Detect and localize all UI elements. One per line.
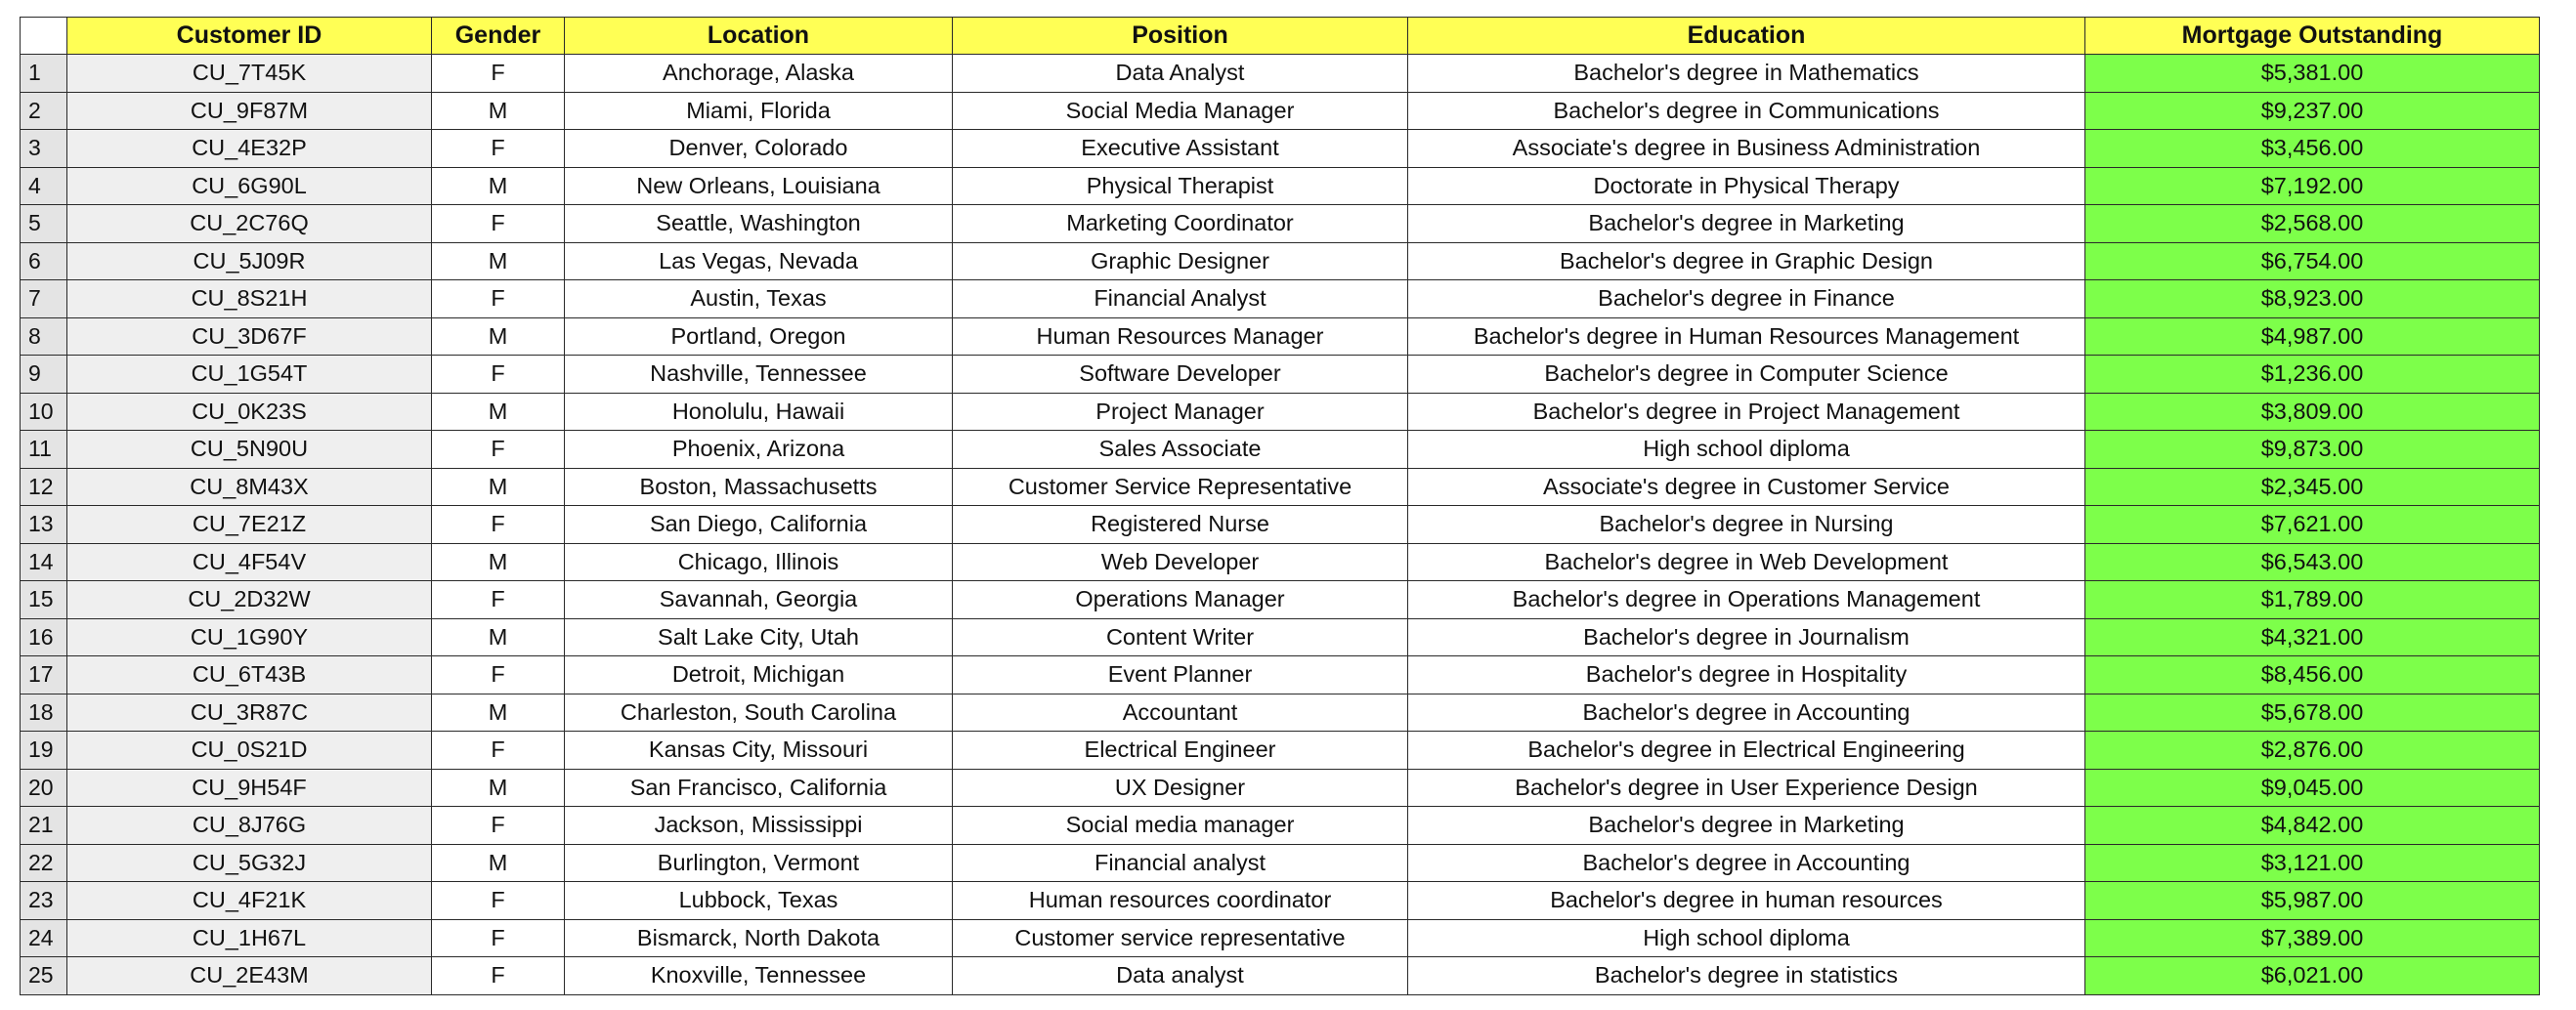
spreadsheet bbox=[20, 17, 2540, 995]
cell-customer-id[interactable]: CU_5G32J bbox=[67, 844, 432, 882]
cell-customer-id[interactable]: CU_7E21Z bbox=[67, 506, 432, 544]
cell-mortgage[interactable]: $1,236.00 bbox=[2085, 356, 2540, 394]
table-row bbox=[21, 242, 2540, 280]
cell-customer-id[interactable]: CU_4E32P bbox=[67, 130, 432, 168]
cell-position[interactable]: Social media manager bbox=[953, 807, 1408, 845]
cell-education[interactable]: Bachelor's degree in Computer Science bbox=[1408, 356, 2085, 394]
cell-position[interactable]: Human resources coordinator bbox=[953, 882, 1408, 920]
cell-gender[interactable]: F bbox=[432, 882, 565, 920]
table-body bbox=[21, 55, 2540, 995]
cell-gender[interactable]: F bbox=[432, 280, 565, 318]
cell-customer-id[interactable]: CU_5N90U bbox=[67, 431, 432, 469]
cell-education[interactable]: Bachelor's degree in Hospitality bbox=[1408, 656, 2085, 694]
cell-education[interactable]: Bachelor's degree in statistics bbox=[1408, 957, 2085, 995]
cell-mortgage[interactable]: $5,678.00 bbox=[2085, 694, 2540, 732]
cell-gender[interactable]: M bbox=[432, 92, 565, 130]
row-number[interactable]: 25 bbox=[21, 957, 67, 995]
cell-position[interactable]: Financial Analyst bbox=[953, 280, 1408, 318]
cell-education[interactable]: Bachelor's degree in Human Resources Management bbox=[1408, 317, 2085, 356]
cell-education[interactable]: Bachelor's degree in Communications bbox=[1408, 92, 2085, 130]
cell-location[interactable]: Miami, Florida bbox=[565, 92, 953, 130]
table-row bbox=[21, 506, 2540, 544]
cell-position[interactable]: Data Analyst bbox=[953, 55, 1408, 93]
cell-customer-id[interactable]: CU_9F87M bbox=[67, 92, 432, 130]
cell-position[interactable]: Electrical Engineer bbox=[953, 732, 1408, 770]
table-row bbox=[21, 55, 2540, 93]
cell-customer-id[interactable]: CU_2C76Q bbox=[67, 205, 432, 243]
table-row bbox=[21, 543, 2540, 581]
cell-mortgage[interactable]: $1,789.00 bbox=[2085, 581, 2540, 619]
cell-mortgage[interactable]: $9,237.00 bbox=[2085, 92, 2540, 130]
cell-mortgage[interactable]: $2,568.00 bbox=[2085, 205, 2540, 243]
row-number[interactable]: 17 bbox=[21, 656, 67, 694]
cell-customer-id[interactable]: CU_8J76G bbox=[67, 807, 432, 845]
cell-position[interactable]: Customer Service Representative bbox=[953, 468, 1408, 506]
cell-mortgage[interactable]: $4,842.00 bbox=[2085, 807, 2540, 845]
cell-position[interactable]: Operations Manager bbox=[953, 581, 1408, 619]
cell-gender[interactable]: F bbox=[432, 807, 565, 845]
cell-gender[interactable]: M bbox=[432, 242, 565, 280]
table-row bbox=[21, 807, 2540, 845]
cell-education[interactable]: Bachelor's degree in Project Management bbox=[1408, 393, 2085, 431]
cell-gender[interactable]: M bbox=[432, 543, 565, 581]
row-number[interactable]: 6 bbox=[21, 242, 67, 280]
cell-location[interactable]: Seattle, Washington bbox=[565, 205, 953, 243]
cell-customer-id[interactable]: CU_4F54V bbox=[67, 543, 432, 581]
cell-gender[interactable]: M bbox=[432, 393, 565, 431]
cell-position[interactable]: Data analyst bbox=[953, 957, 1408, 995]
cell-location[interactable]: Charleston, South Carolina bbox=[565, 694, 953, 732]
cell-customer-id[interactable]: CU_5J09R bbox=[67, 242, 432, 280]
cell-position[interactable]: Event Planner bbox=[953, 656, 1408, 694]
row-number[interactable]: 14 bbox=[21, 543, 67, 581]
cell-location[interactable]: Knoxville, Tennessee bbox=[565, 957, 953, 995]
cell-mortgage[interactable]: $8,456.00 bbox=[2085, 656, 2540, 694]
cell-education[interactable]: Doctorate in Physical Therapy bbox=[1408, 167, 2085, 205]
row-number[interactable]: 15 bbox=[21, 581, 67, 619]
row-number[interactable]: 18 bbox=[21, 694, 67, 732]
cell-location[interactable]: Denver, Colorado bbox=[565, 130, 953, 168]
row-number[interactable]: 13 bbox=[21, 506, 67, 544]
cell-mortgage[interactable]: $3,809.00 bbox=[2085, 393, 2540, 431]
cell-location[interactable]: Honolulu, Hawaii bbox=[565, 393, 953, 431]
cell-position[interactable]: Social Media Manager bbox=[953, 92, 1408, 130]
table-row bbox=[21, 844, 2540, 882]
row-number[interactable]: 5 bbox=[21, 205, 67, 243]
cell-gender[interactable]: M bbox=[432, 844, 565, 882]
row-number[interactable]: 20 bbox=[21, 769, 67, 807]
cell-education[interactable]: Bachelor's degree in Accounting bbox=[1408, 694, 2085, 732]
cell-gender[interactable]: F bbox=[432, 130, 565, 168]
cell-education[interactable]: Associate's degree in Business Administration bbox=[1408, 130, 2085, 168]
cell-mortgage[interactable]: $7,621.00 bbox=[2085, 506, 2540, 544]
cell-mortgage[interactable]: $8,923.00 bbox=[2085, 280, 2540, 318]
cell-location[interactable]: Las Vegas, Nevada bbox=[565, 242, 953, 280]
cell-position[interactable]: Marketing Coordinator bbox=[953, 205, 1408, 243]
table-row bbox=[21, 205, 2540, 243]
table-row bbox=[21, 581, 2540, 619]
cell-gender[interactable]: F bbox=[432, 957, 565, 995]
row-number[interactable]: 11 bbox=[21, 431, 67, 469]
cell-position[interactable]: Financial analyst bbox=[953, 844, 1408, 882]
cell-location[interactable]: Kansas City, Missouri bbox=[565, 732, 953, 770]
row-number[interactable]: 24 bbox=[21, 919, 67, 957]
table-row bbox=[21, 130, 2540, 168]
cell-mortgage[interactable]: $3,456.00 bbox=[2085, 130, 2540, 168]
table-row bbox=[21, 769, 2540, 807]
cell-position[interactable]: Graphic Designer bbox=[953, 242, 1408, 280]
cell-customer-id[interactable]: CU_2D32W bbox=[67, 581, 432, 619]
cell-mortgage[interactable]: $9,045.00 bbox=[2085, 769, 2540, 807]
header-position[interactable]: Position bbox=[953, 18, 1408, 55]
cell-location[interactable]: Lubbock, Texas bbox=[565, 882, 953, 920]
cell-education[interactable]: Bachelor's degree in human resources bbox=[1408, 882, 2085, 920]
cell-mortgage[interactable]: $2,876.00 bbox=[2085, 732, 2540, 770]
cell-mortgage[interactable]: $7,389.00 bbox=[2085, 919, 2540, 957]
cell-education[interactable]: Bachelor's degree in Graphic Design bbox=[1408, 242, 2085, 280]
cell-mortgage[interactable]: $9,873.00 bbox=[2085, 431, 2540, 469]
table-row bbox=[21, 957, 2540, 995]
cell-customer-id[interactable]: CU_9H54F bbox=[67, 769, 432, 807]
cell-customer-id[interactable]: CU_0S21D bbox=[67, 732, 432, 770]
table-row bbox=[21, 882, 2540, 920]
cell-education[interactable]: Bachelor's degree in Journalism bbox=[1408, 618, 2085, 656]
cell-customer-id[interactable]: CU_7T45K bbox=[67, 55, 432, 93]
cell-education[interactable]: High school diploma bbox=[1408, 431, 2085, 469]
row-number[interactable]: 22 bbox=[21, 844, 67, 882]
cell-position[interactable]: Executive Assistant bbox=[953, 130, 1408, 168]
cell-mortgage[interactable]: $6,754.00 bbox=[2085, 242, 2540, 280]
cell-mortgage[interactable]: $3,121.00 bbox=[2085, 844, 2540, 882]
cell-position[interactable]: UX Designer bbox=[953, 769, 1408, 807]
cell-mortgage[interactable]: $7,192.00 bbox=[2085, 167, 2540, 205]
cell-mortgage[interactable]: $5,987.00 bbox=[2085, 882, 2540, 920]
cell-education[interactable]: Associate's degree in Customer Service bbox=[1408, 468, 2085, 506]
row-number[interactable]: 3 bbox=[21, 130, 67, 168]
cell-position[interactable]: Project Manager bbox=[953, 393, 1408, 431]
row-number[interactable]: 12 bbox=[21, 468, 67, 506]
cell-gender[interactable]: F bbox=[432, 431, 565, 469]
header-mortgage-outstanding[interactable]: Mortgage Outstanding bbox=[2085, 18, 2540, 55]
cell-education[interactable]: Bachelor's degree in User Experience Design bbox=[1408, 769, 2085, 807]
cell-customer-id[interactable]: CU_4F21K bbox=[67, 882, 432, 920]
cell-customer-id[interactable]: CU_8M43X bbox=[67, 468, 432, 506]
row-number[interactable]: 16 bbox=[21, 618, 67, 656]
cell-customer-id[interactable]: CU_8S21H bbox=[67, 280, 432, 318]
table-row bbox=[21, 618, 2540, 656]
cell-location[interactable]: Chicago, Illinois bbox=[565, 543, 953, 581]
cell-gender[interactable]: M bbox=[432, 167, 565, 205]
cell-gender[interactable]: M bbox=[432, 769, 565, 807]
select-all-corner[interactable] bbox=[21, 18, 67, 55]
table-row bbox=[21, 656, 2540, 694]
row-number[interactable]: 4 bbox=[21, 167, 67, 205]
cell-position[interactable]: Registered Nurse bbox=[953, 506, 1408, 544]
cell-gender[interactable]: M bbox=[432, 468, 565, 506]
cell-education[interactable]: Bachelor's degree in Nursing bbox=[1408, 506, 2085, 544]
header-row bbox=[21, 18, 2540, 55]
row-number[interactable]: 8 bbox=[21, 317, 67, 356]
cell-position[interactable]: Human Resources Manager bbox=[953, 317, 1408, 356]
cell-position[interactable]: Customer service representative bbox=[953, 919, 1408, 957]
cell-position[interactable]: Content Writer bbox=[953, 618, 1408, 656]
cell-position[interactable]: Accountant bbox=[953, 694, 1408, 732]
row-number[interactable]: 23 bbox=[21, 882, 67, 920]
table-row bbox=[21, 393, 2540, 431]
cell-mortgage[interactable]: $6,543.00 bbox=[2085, 543, 2540, 581]
cell-mortgage[interactable]: $4,987.00 bbox=[2085, 317, 2540, 356]
cell-customer-id[interactable]: CU_3D67F bbox=[67, 317, 432, 356]
table-row bbox=[21, 280, 2540, 318]
cell-location[interactable]: Bismarck, North Dakota bbox=[565, 919, 953, 957]
cell-location[interactable]: Anchorage, Alaska bbox=[565, 55, 953, 93]
cell-education[interactable]: Bachelor's degree in Electrical Engineering bbox=[1408, 732, 2085, 770]
cell-education[interactable]: Bachelor's degree in Marketing bbox=[1408, 205, 2085, 243]
cell-gender[interactable]: F bbox=[432, 581, 565, 619]
row-number[interactable]: 9 bbox=[21, 356, 67, 394]
cell-location[interactable]: San Francisco, California bbox=[565, 769, 953, 807]
cell-location[interactable]: Portland, Oregon bbox=[565, 317, 953, 356]
table-row bbox=[21, 317, 2540, 356]
header-customer-id[interactable]: Customer ID bbox=[67, 18, 432, 55]
cell-gender[interactable]: F bbox=[432, 506, 565, 544]
cell-mortgage[interactable]: $2,345.00 bbox=[2085, 468, 2540, 506]
data-table bbox=[20, 17, 2540, 995]
cell-customer-id[interactable]: CU_1G90Y bbox=[67, 618, 432, 656]
cell-location[interactable]: Salt Lake City, Utah bbox=[565, 618, 953, 656]
cell-location[interactable]: Phoenix, Arizona bbox=[565, 431, 953, 469]
cell-position[interactable]: Software Developer bbox=[953, 356, 1408, 394]
cell-education[interactable]: Bachelor's degree in Accounting bbox=[1408, 844, 2085, 882]
cell-position[interactable]: Physical Therapist bbox=[953, 167, 1408, 205]
cell-location[interactable]: Austin, Texas bbox=[565, 280, 953, 318]
row-number[interactable]: 7 bbox=[21, 280, 67, 318]
cell-location[interactable]: Detroit, Michigan bbox=[565, 656, 953, 694]
cell-gender[interactable]: F bbox=[432, 356, 565, 394]
row-number[interactable]: 10 bbox=[21, 393, 67, 431]
cell-location[interactable]: Boston, Massachusetts bbox=[565, 468, 953, 506]
cell-location[interactable]: New Orleans, Louisiana bbox=[565, 167, 953, 205]
cell-mortgage[interactable]: $5,381.00 bbox=[2085, 55, 2540, 93]
cell-education[interactable]: Bachelor's degree in Operations Management bbox=[1408, 581, 2085, 619]
cell-gender[interactable]: F bbox=[432, 732, 565, 770]
table-row bbox=[21, 356, 2540, 394]
cell-education[interactable]: Bachelor's degree in Web Development bbox=[1408, 543, 2085, 581]
cell-mortgage[interactable]: $4,321.00 bbox=[2085, 618, 2540, 656]
cell-gender[interactable]: F bbox=[432, 205, 565, 243]
table-row bbox=[21, 92, 2540, 130]
header-gender[interactable]: Gender bbox=[432, 18, 565, 55]
table-row bbox=[21, 694, 2540, 732]
cell-gender[interactable]: M bbox=[432, 694, 565, 732]
cell-location[interactable]: Savannah, Georgia bbox=[565, 581, 953, 619]
cell-customer-id[interactable]: CU_3R87C bbox=[67, 694, 432, 732]
cell-location[interactable]: Jackson, Mississippi bbox=[565, 807, 953, 845]
cell-customer-id[interactable]: CU_6G90L bbox=[67, 167, 432, 205]
cell-mortgage[interactable]: $6,021.00 bbox=[2085, 957, 2540, 995]
table-row bbox=[21, 431, 2540, 469]
cell-customer-id[interactable]: CU_6T43B bbox=[67, 656, 432, 694]
cell-gender[interactable]: M bbox=[432, 618, 565, 656]
row-number[interactable]: 1 bbox=[21, 55, 67, 93]
cell-gender[interactable]: F bbox=[432, 656, 565, 694]
cell-education[interactable]: Bachelor's degree in Mathematics bbox=[1408, 55, 2085, 93]
cell-customer-id[interactable]: CU_0K23S bbox=[67, 393, 432, 431]
cell-customer-id[interactable]: CU_1G54T bbox=[67, 356, 432, 394]
row-number[interactable]: 2 bbox=[21, 92, 67, 130]
cell-location[interactable]: Burlington, Vermont bbox=[565, 844, 953, 882]
cell-location[interactable]: Nashville, Tennessee bbox=[565, 356, 953, 394]
cell-gender[interactable]: F bbox=[432, 55, 565, 93]
row-number[interactable]: 19 bbox=[21, 732, 67, 770]
table-row bbox=[21, 732, 2540, 770]
table-row bbox=[21, 919, 2540, 957]
cell-position[interactable]: Sales Associate bbox=[953, 431, 1408, 469]
row-number[interactable]: 21 bbox=[21, 807, 67, 845]
cell-gender[interactable]: F bbox=[432, 919, 565, 957]
cell-position[interactable]: Web Developer bbox=[953, 543, 1408, 581]
header-location[interactable]: Location bbox=[565, 18, 953, 55]
cell-education[interactable]: Bachelor's degree in Finance bbox=[1408, 280, 2085, 318]
cell-gender[interactable]: M bbox=[432, 317, 565, 356]
header-education[interactable]: Education bbox=[1408, 18, 2085, 55]
table-row bbox=[21, 167, 2540, 205]
cell-location[interactable]: San Diego, California bbox=[565, 506, 953, 544]
cell-education[interactable]: Bachelor's degree in Marketing bbox=[1408, 807, 2085, 845]
table-row bbox=[21, 468, 2540, 506]
cell-education[interactable]: High school diploma bbox=[1408, 919, 2085, 957]
cell-customer-id[interactable]: CU_2E43M bbox=[67, 957, 432, 995]
cell-customer-id[interactable]: CU_1H67L bbox=[67, 919, 432, 957]
